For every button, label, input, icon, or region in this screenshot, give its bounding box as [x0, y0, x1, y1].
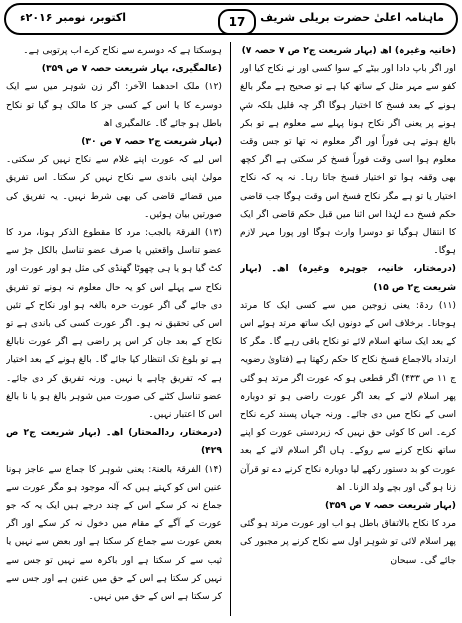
reference-line: (خانیہ وغیرہ) اھ (بہار شریعت ج۲ ص ۷ حصہ ۷)	[241, 45, 456, 56]
paragraph: (۱۱) ردۃ: یعنی زوجین میں سے کسی ایک کا مرتد ہوجانا۔ برخلاف اس کے دونوں ایک ساتھ مرتد ہوئے اس کے بعد ایک ساتھ اسلام لائے تو نکاح باقی رہے گا۔ مگر کا ارتداد بالاجماع فسخ نکاح کا حکم رکھتا ہے (فتاویٰ رضویہ ج ۱۱ ص ۴۳۳) اگر قطعی ہو کہ عورت اگر مرتد ہو گئی پھر اسلام لانے کے بعد اگر عورت راضی ہو تو دوبارہ اسی کے نکاح میں دی جائے۔ ورنہ جہاں پسند کرے نکاح کرے۔ اس کا کوئی حق نہیں کہ زبردستی عورت کو اپنے ساتھ نکاح کرنے سے روکے۔ ہاں اگر اسلام لانے کے بعد عورت کو بد دستور رکھے لیا دوبارہ نکاح کرنے دے تو قرآن زنا ہو گی اور بچے ولد الزنا۔ اھ	[240, 299, 456, 493]
paragraph: مرد کا نکاح بالاتفاق باطل ہو اب اور عورت مرتد ہو گئی پھر اسلام لائی تو شوہر اول سے نکاح کرنے پر مجبور کی جائے گی۔ سبحان	[240, 518, 456, 566]
reference-line: (بہار شریعت حصہ ۷ ص ۳۵۹)	[325, 500, 456, 512]
paragraph: اور اگر باپ دادا اور بیٹے کے سوا کسی اور نے نکاح کیا اور کفو سے مہر مثل کے ساتھ کیا ہے تو صحیح ہے مگر بالغ ہونے کے بعد فسخ کا اختیار ہوگا اگر چہ قلیل بلکہ شیٖ ہونے پر یعنی اگر نکاح ہونا پہلے سے معلوم ہے تو بکر بالغ ہوتے ہی فوراً اور اگر معلوم نہ تھا تو جس وقت معلوم ہوا اسی وقت فوراً فسخ کر سکتی ہے اگر کچھ بھی وقفہ ہوا تو اختیار فسخ جاتا رہا۔ نہ یہ کہ نکاح اختیار یا تو ہے مگر نکاح فسخ اس وقت ہوگا جب قاضی حکم فسخ دے لہٰذا اس اثنا میں قبل حکم قاضی اگر ایک کا انتقال ہوگیا تو دوسرا وارث ہوگا اور پورا مہر لازم ہوگا۔	[240, 63, 456, 257]
magazine-title: ماہنامہ اعلیٰ حضرت بریلی شریف	[260, 11, 444, 24]
paragraph: (۱۲) ملک احدھما الآخر: اگر زن شوہر میں سے ایک دوسرے کا یا اس کے کسی جز کا مالک ہو گیا تو نکاح باطل ہو جائے گا۔ عالمگیری اھ	[6, 81, 222, 129]
reference-line: (درمختار، خانیہ، جوہرہ وغیرہ) اھ۔ (بہار شریعت ج۲ ص ۱۵)	[240, 263, 456, 293]
issue-date: اکتوبر، نومبر ۲۰۱۶ء	[20, 11, 127, 24]
paragraph: (۱۳) الفرقۃ بالجب: مرد کا مقطوع الذکر ہونا، مرد کا عضو تناسل واقعتیں یا صرف عضو تناسل بالکل جڑ سے کٹ گیا ہو یا ہی چھوٹا گھنڈی کی مثل ہو اور عورت اور نکاح سے پہلے اس کو یہ حال معلوم نہ ہونے تو تفریق دی جائے گی اگر عورت حرہ بالغہ ہو اور نکاح کے تئیں اس کی تحقیق نہ ہو۔ اگر عورت کسی کی باندی ہے تو نکاح کے بعد جان کر اس پر راضی ہے اگر عورت نابالغ ہے تو بلوغ تک انتظار کیا جائے گا۔ بالغ ہونے کے بعد اختیار ہے کہ تفریق چاہے یا نہیں۔ ورنہ تفریق کر دی جائے۔ عضو تناسل کٹنے کی صورت میں شوہر بالغ ہو یا نا بالغ اس کا اعتبار نہیں۔	[6, 227, 222, 421]
reference-line: (درمختار، ردالمحتار) اھ۔ (بہار شریعت ج۲ ص ۴۲۹)	[6, 427, 222, 457]
column-divider	[230, 42, 231, 616]
paragraph: ہوسکتا ہے کہ دوسرے سے نکاح کرے اب پرتوبی ہے۔	[23, 45, 222, 56]
right-text-column	[240, 42, 456, 618]
reference-line: (بہار شریعت ج۲ حصہ ۷ ص ۳۰)	[81, 136, 222, 148]
paragraph: اس لیے کہ عورت اپنے غلام سے نکاح نہیں کر سکتی۔ مولیٰ اپنی باندی سے نکاح نہیں کر سکتا۔ اس تفریق میں قضائے قاضی کی بھی شرط نہیں۔ یہ تفریق کی صورتیں بیان ہوئیں۔	[6, 154, 222, 220]
paragraph: (۱۴) الفرقۃ بالعنۃ: یعنی شوہر کا جماع سے عاجز ہونا عنین اس کو کہتے ہیں کہ آلہ موجود ہو مگر عورت سے جماع نہ کر سکے اس کے چند درجے ہیں ایک یہ کہ جو عورت کے آگے کے مقام میں دخول نہ کر سکے اور اگر بعض عورت سے جماع کر سکتا ہے اور بعض سے نہیں یا ثیب سے کر سکتا ہے اور باکرہ سے نہیں تو جس سے نہیں کر سکتا ہے اس کے حق میں عنین ہے اور جس سے کر سکتا ہے اس کے حق میں نہیں۔	[6, 463, 222, 603]
reference-line: (عالمگیری، بہار شریعت حصہ ۷ ص ۳۵۹)	[41, 63, 222, 75]
page-number-badge: 17	[218, 9, 256, 35]
left-text-column	[6, 42, 222, 618]
page-header	[4, 3, 458, 35]
